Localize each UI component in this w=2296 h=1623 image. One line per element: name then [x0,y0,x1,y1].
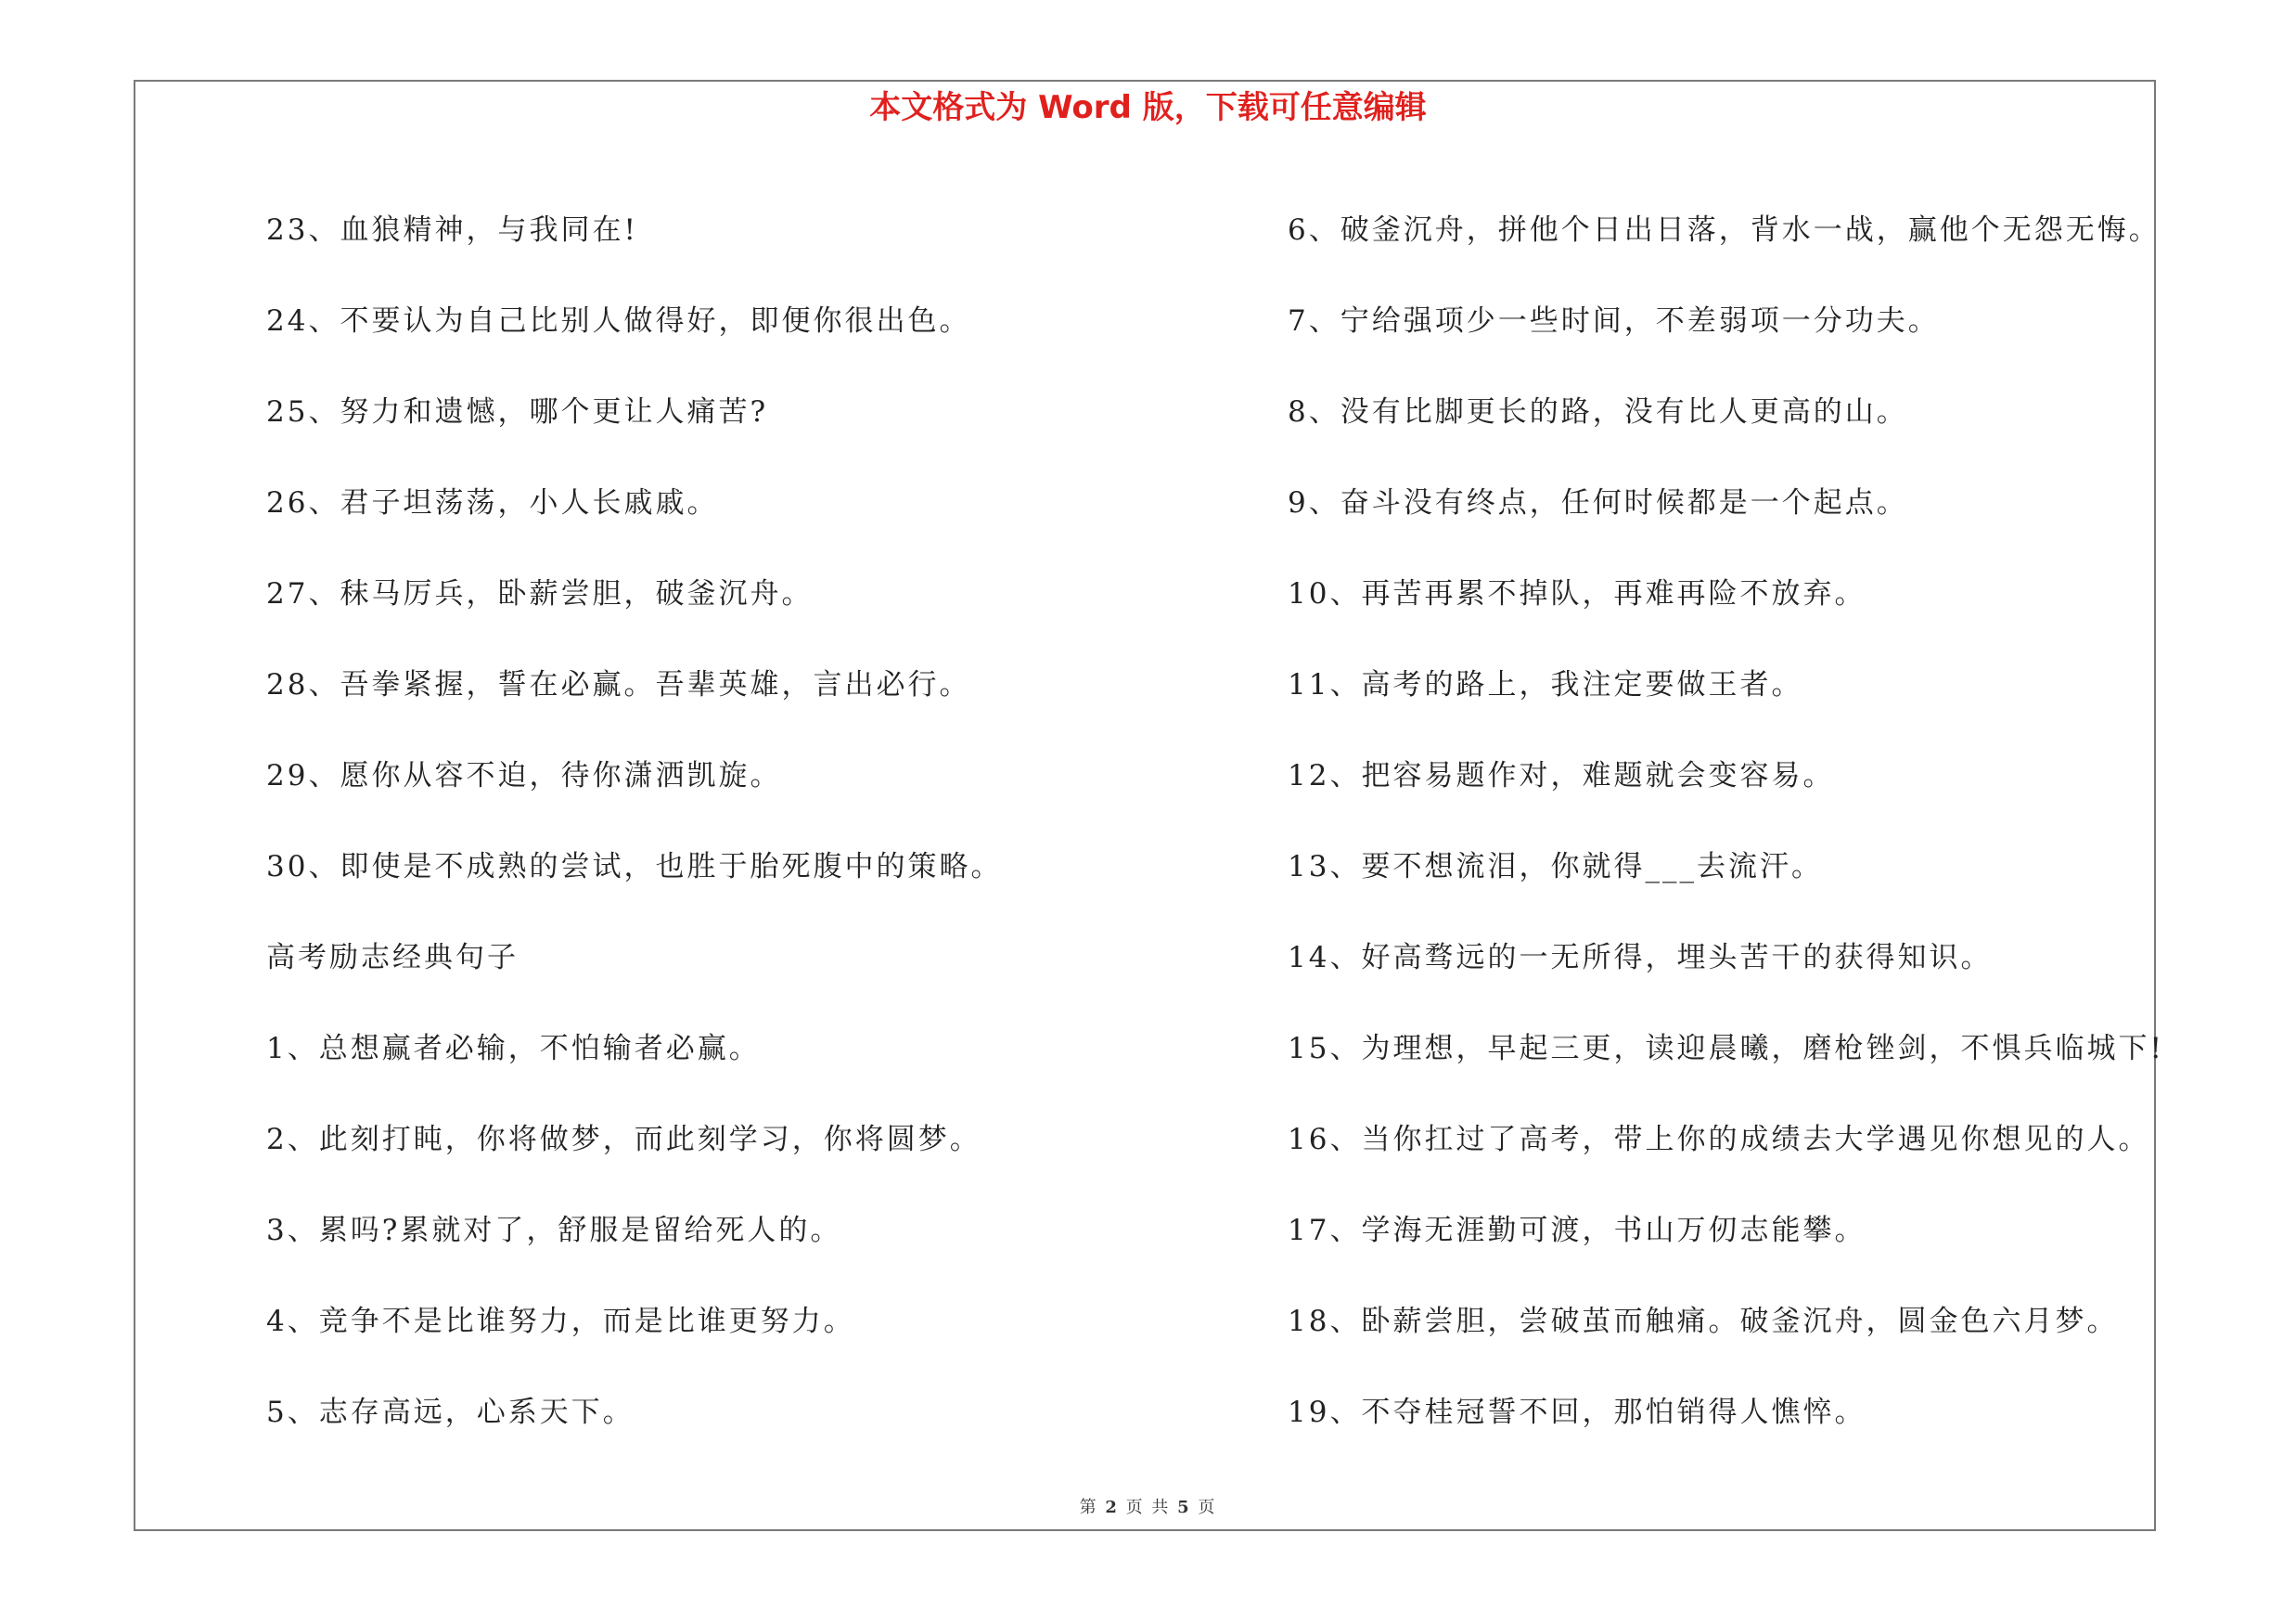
page-suffix: 页 [1198,1498,1217,1517]
list-item: 29、愿你从容不迫，待你潇洒凯旋。 [266,759,782,792]
list-item: 19、不夺桂冠誓不回，那怕销得人憔悴。 [1288,1396,1866,1429]
list-item: 1、总想赢者必输，不怕输者必赢。 [266,1032,761,1065]
list-item: 10、再苦再累不掉队，再难再险不放弃。 [1288,577,1866,611]
format-banner: 本文格式为 Word 版，下载可任意编辑 [869,89,1427,126]
list-item: 7、宁给强项少一些时间，不差弱项一分功夫。 [1288,304,1940,338]
list-item: 4、竞争不是比谁努力，而是比谁更努力。 [266,1305,855,1338]
list-item: 13、要不想流泪，你就得___去流汗。 [1288,850,1823,883]
list-item: 16、当你扛过了高考，带上你的成绩去大学遇见你想见的人。 [1288,1123,2150,1156]
list-item: 17、学海无涯勤可渡，书山万仞志能攀。 [1288,1214,1866,1247]
total-pages: 5 [1177,1498,1191,1517]
list-item: 24、不要认为自己比别人做得好，即便你很出色。 [266,304,971,338]
list-item: 28、吾拳紧握，誓在必赢。吾辈英雄，言出必行。 [266,668,971,702]
list-item: 14、好高骛远的一无所得，埋头苦干的获得知识。 [1288,941,1993,974]
page-prefix: 第 [1079,1498,1098,1517]
list-item: 18、卧薪尝胆，尝破茧而触痛。破釜沉舟，圆金色六月梦。 [1288,1305,2119,1338]
list-item: 26、君子坦荡荡，小人长戚戚。 [266,486,719,520]
section-heading: 高考励志经典句子 [266,941,519,974]
page-number [0,1494,2296,1518]
list-item: 11、高考的路上，我注定要做王者。 [1288,668,1803,702]
list-item: 27、秣马厉兵，卧薪尝胆，破釜沉舟。 [266,577,814,611]
page-middle: 页 共 [1125,1498,1171,1517]
list-item: 15、为理想，早起三更，读迎晨曦，磨枪锉剑，不惧兵临城下! [1288,1032,2164,1065]
list-item: 2、此刻打盹，你将做梦，而此刻学习，你将圆梦。 [266,1123,981,1156]
list-item: 12、把容易题作对，难题就会变容易。 [1288,759,1835,792]
list-item: 30、即使是不成熟的尝试，也胜于胎死腹中的策略。 [266,850,1003,883]
list-item: 23、血狼精神，与我同在! [266,213,638,247]
list-item: 6、破釜沉舟，拼他个日出日落，背水一战，赢他个无怨无悔。 [1288,213,2161,247]
current-page: 2 [1105,1498,1119,1517]
right-column [1288,213,2164,1487]
list-item: 8、没有比脚更长的路，没有比人更高的山。 [1288,395,1908,429]
list-item: 3、累吗?累就对了，舒服是留给死人的。 [266,1214,842,1247]
list-item: 25、努力和遗憾，哪个更让人痛苦? [266,395,769,429]
list-item: 5、志存高远，心系天下。 [266,1396,635,1429]
list-item: 9、奋斗没有终点，任何时候都是一个起点。 [1288,486,1908,520]
left-column [266,213,1002,1487]
